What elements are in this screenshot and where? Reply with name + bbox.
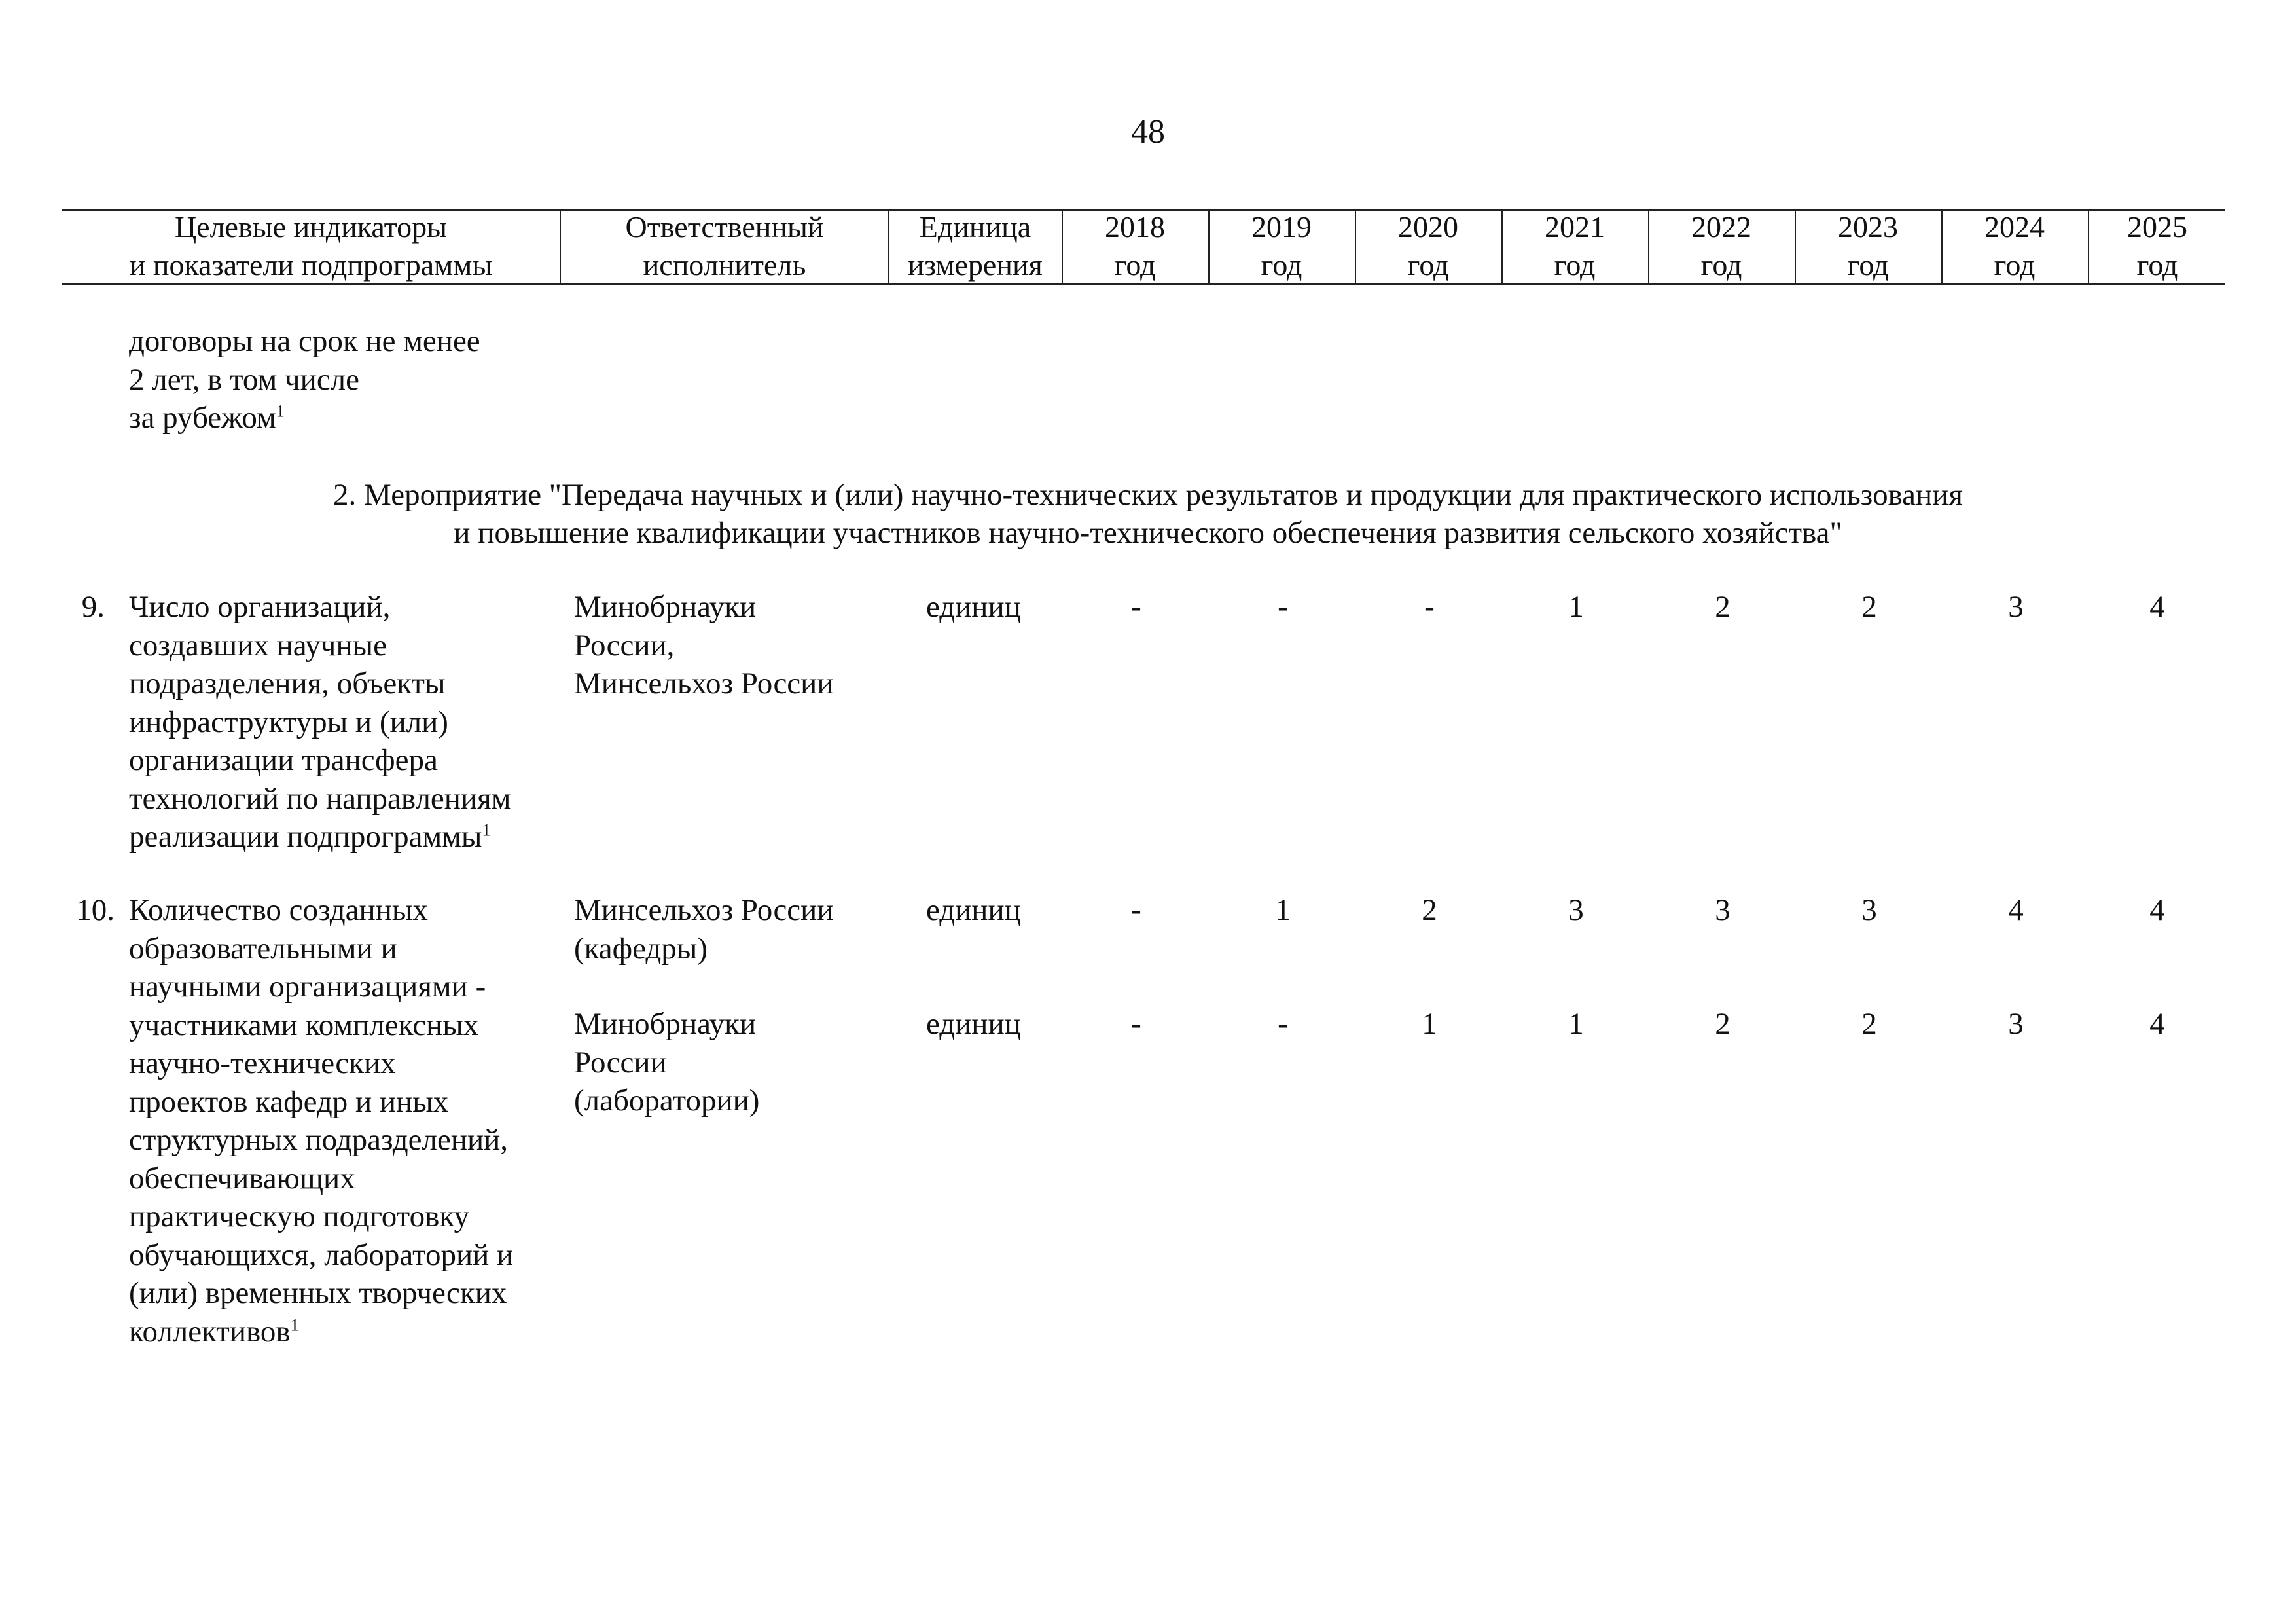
value-2018: - [1131,1007,1141,1041]
indicator-text [129,588,511,856]
header-year-2024 [1943,210,2087,283]
header-indicators [62,210,560,283]
indicator-line: (или) временных творческих [129,1276,507,1310]
value-2024: 3 [2008,590,2024,624]
row-number: 9. [81,590,105,624]
executor-line: Минобрнауки [574,590,757,624]
section-heading-line2: и повышение квалификации участников научно-технического обеспечения развития сельского хозяйства" [454,516,1842,550]
value-2018: - [1131,590,1141,624]
indicator-line: создавших научные [129,628,387,663]
indicator-line: проектов кафедр и иных [129,1084,449,1119]
header-year-suffix: год [2136,248,2178,282]
indicator-line-text: реализации подпрограммы [129,820,482,854]
value-2025: 4 [2149,1007,2165,1041]
header-unit-line2: измерения [908,248,1043,282]
executor-line: Минсельхоз России [574,893,834,927]
executor-line: Минсельхоз России [574,666,834,701]
executor-line: (лаборатории) [574,1084,760,1118]
value-2025: 4 [2149,893,2165,927]
header-year-label: 2024 [1984,210,2045,244]
indicator-line: организации трансфера [129,743,438,777]
header-year-2025 [2089,210,2225,283]
value-2022: 2 [1715,1007,1731,1041]
value-2019: 1 [1275,893,1291,927]
executor-text [574,588,833,703]
value-2023: 3 [1861,893,1877,927]
header-year-suffix: год [1554,248,1596,282]
executor-line: Минобрнауки [574,1007,757,1041]
header-year-label: 2022 [1691,210,1751,244]
header-year-label: 2025 [2127,210,2187,244]
value-2024: 3 [2008,1007,2024,1041]
indicator-text [129,891,513,1351]
header-year-2021 [1503,210,1647,283]
executor-line: (кафедры) [574,931,708,966]
indicator-line: Количество созданных [129,893,428,927]
value-2021: 3 [1568,893,1584,927]
header-year-label: 2019 [1251,210,1312,244]
header-year-2020 [1356,210,1500,283]
header-year-2023 [1796,210,1940,283]
value-2025: 4 [2149,590,2165,624]
executor-line: России [574,1045,667,1080]
unit-text: единиц [926,590,1021,624]
value-2020: - [1424,590,1435,624]
value-2021: 1 [1568,590,1584,624]
indicator-line: научными организациями - [129,970,486,1004]
indicator-line: участниками комплексных [129,1008,479,1042]
header-year-suffix: год [1994,248,2036,282]
continuation-line: договоры на срок не менее [129,324,480,358]
header-year-2019 [1210,210,1354,283]
indicator-line [129,1313,513,1351]
indicator-line: Число организаций, [129,590,391,624]
indicator-line: подразделения, объекты [129,666,446,701]
executor-line: России, [574,628,675,663]
continuation-line-text: за рубежом [129,401,276,435]
indicator-line: обучающихся, лабораторий и [129,1237,514,1272]
indicator-line: научно-технических [129,1046,396,1080]
header-year-label: 2021 [1545,210,1605,244]
indicator-line: технологий по направлениям [129,781,511,816]
header-unit [889,210,1061,283]
value-2023: 2 [1861,1007,1877,1041]
value-2022: 3 [1715,893,1731,927]
indicator-line: обеспечивающих [129,1161,355,1195]
value-2020: 1 [1422,1007,1437,1041]
footnote-marker: 1 [482,820,491,840]
value-2021: 1 [1568,1007,1584,1041]
row-number: 10. [76,893,115,927]
value-2019: - [1278,590,1288,624]
continuation-line: 2 лет, в том числе [129,362,359,397]
header-year-suffix: год [1407,248,1449,282]
header-executor-line1: Ответственный [625,210,824,244]
footnote-marker: 1 [290,1315,299,1334]
footnote-marker: 1 [276,401,285,421]
header-year-suffix: год [1261,248,1302,282]
indicator-line [129,818,511,856]
header-executor [561,210,888,283]
header-indicators-line2: и показатели подпрограммы [129,248,493,282]
page-number: 48 [1131,113,1165,151]
continuation-text [129,322,480,437]
indicator-line: образовательными и [129,931,397,966]
value-2020: 2 [1422,893,1437,927]
value-2022: 2 [1715,590,1731,624]
header-year-suffix: год [1847,248,1889,282]
header-year-suffix: год [1700,248,1742,282]
unit-text: единиц [926,1007,1021,1041]
value-2019: - [1278,1007,1288,1041]
executor-text [574,1005,759,1120]
value-2024: 4 [2008,893,2024,927]
executor-text [574,891,833,968]
unit-text: единиц [926,893,1021,927]
header-year-label: 2023 [1838,210,1898,244]
indicator-line: инфраструктуры и (или) [129,704,448,739]
section-heading-line1: 2. Мероприятие "Передача научных и (или) научно-технических результатов и продукции для практического использования [333,478,1963,512]
header-unit-line1: Единица [919,210,1031,244]
indicator-line-text: коллективов [129,1314,291,1349]
indicator-line: практическую подготовку [129,1199,469,1233]
indicator-line: структурных подразделений, [129,1123,509,1157]
header-year-2022 [1649,210,1793,283]
header-year-suffix: год [1114,248,1156,282]
header-year-label: 2018 [1105,210,1165,244]
header-year-label: 2020 [1398,210,1458,244]
header-indicators-line1: Целевые индикаторы [174,210,448,244]
header-executor-line2: исполнитель [643,248,806,282]
value-2023: 2 [1861,590,1877,624]
header-year-2018 [1063,210,1207,283]
value-2018: - [1131,893,1141,927]
continuation-line [129,399,480,437]
